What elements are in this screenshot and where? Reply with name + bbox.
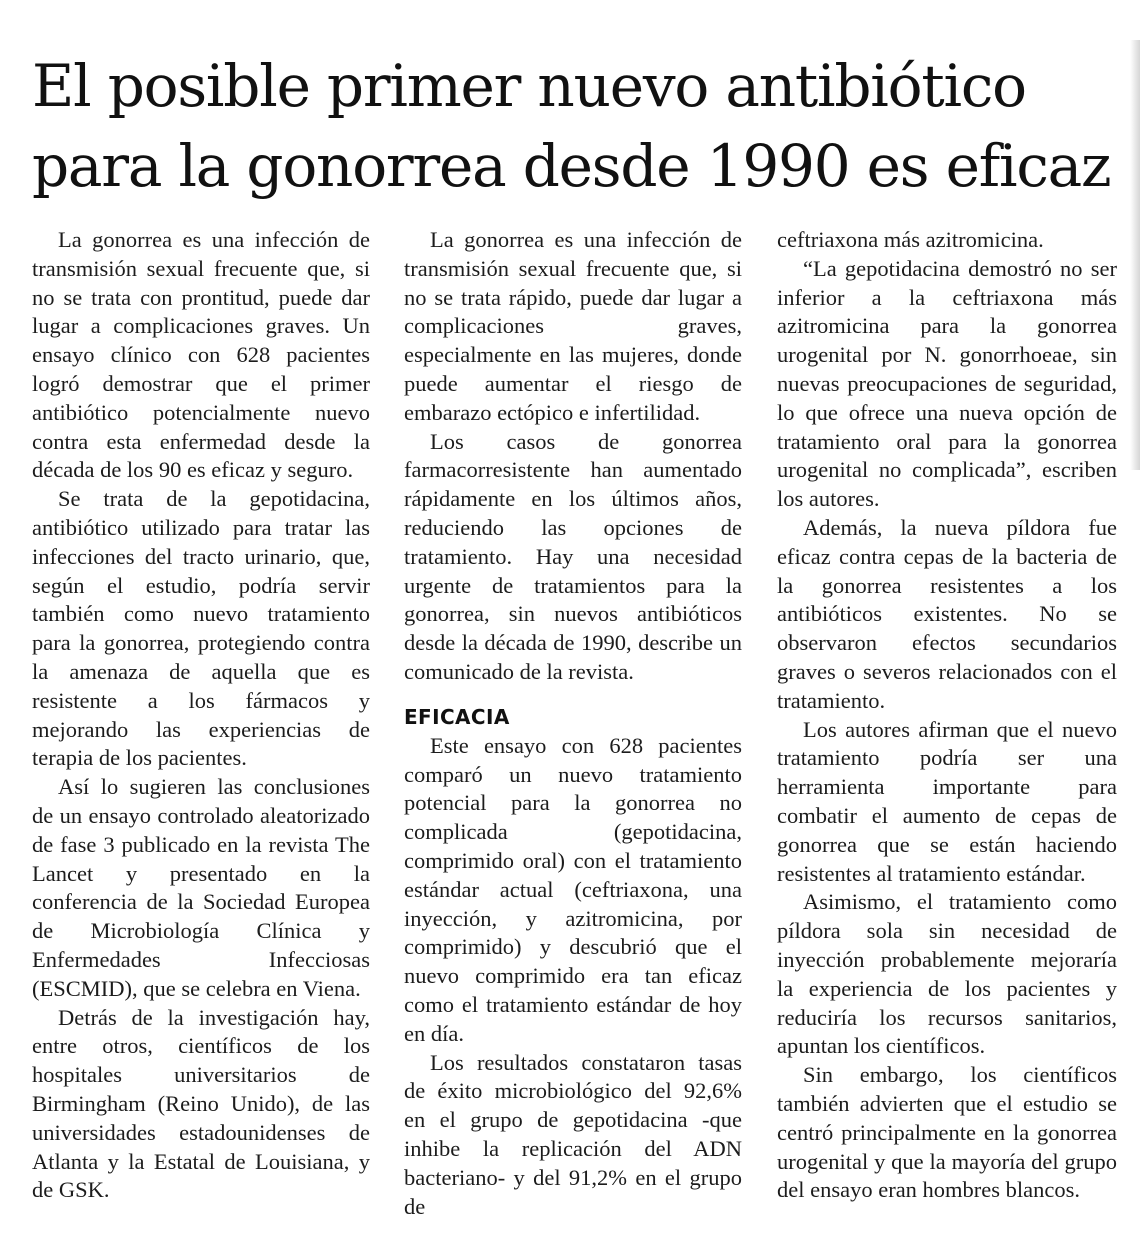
section-subhead: EFICACIA	[404, 704, 510, 729]
headline-line-1: El posible primer nuevo antibiótico	[32, 52, 1026, 120]
paragraph: La gonorrea es una infección de transmisión sexual frecuente que, si no se trata con prontitud, puede dar lugar a complicaciones graves. Un ensayo clínico con 628 pacientes logró demostrar que el primer antibiótico potencialmente nuevo contra esta enfermedad desde la década de los 90 es eficaz y seguro.	[32, 227, 370, 483]
paragraph: Los autores afirman que el nuevo tratamiento podría ser una herramienta importante para combatir el aumento de cepas de gonorrea que se están haciendo resistentes al tratamiento estándar.	[777, 716, 1117, 886]
article-column-2	[404, 226, 742, 1221]
paragraph: Detrás de la investigación hay, entre otros, científicos de los hospitales universitarios de Birmingham (Reino Unido), de las universidades estadounidenses de Atlanta y la Estatal de Louisiana, y de GSK.	[32, 1004, 370, 1203]
paragraph: Así lo sugieren las conclusiones de un ensayo controlado aleatorizado de fase 3 publicado en la revista The Lancet y presentado en la conferencia de la Sociedad Europea de Microbiología Clínica y Enfermedades Infecciosas (ESCMID), que se celebra en Viena.	[32, 774, 370, 1001]
paragraph: La gonorrea es una infección de transmisión sexual frecuente que, si no se trata rápido, puede dar lugar a complicaciones graves, especialmente en las mujeres, donde puede aumentar el riesgo de embarazo ectópico e infertilidad.	[404, 227, 742, 425]
paragraph: “La gepotidacina demostró no ser inferior a la ceftriaxona más azitromicina para la gonorrea urogenital por N. gonorrhoeae, sin nuevas preocupaciones de seguridad, lo que ofrece una nueva opción de tratamiento oral para la gonorrea urogenital no complicada”, escriben los autores.	[777, 255, 1117, 512]
paragraph-continuation: ceftriaxona más azitromicina.	[777, 227, 1044, 252]
article-column-3	[777, 226, 1117, 1205]
paragraph: Los casos de gonorrea farmacorresistente han aumentado rápidamente en los últimos años, reduciendo las opciones de tratamiento. Hay una necesidad urgente de tratamientos para la gonorrea, sin nuevos antibióticos desde la década de 1990, describe un comunicado de la revista.	[404, 428, 742, 684]
page-edge-shadow	[1130, 40, 1140, 470]
article-headline	[32, 46, 1112, 206]
paragraph: Además, la nueva píldora fue eficaz contra cepas de la bacteria de la gonorrea resistentes a los antibióticos existentes. No se observaron efectos secundarios graves o severos relacionados con el tratamiento.	[777, 514, 1117, 713]
paragraph: Sin embargo, los científicos también advierten que el estudio se centró principalmente en la gonorrea urogenital y que la mayoría del grupo del ensayo eran hombres blancos.	[777, 1062, 1117, 1203]
paragraph: Los resultados constataron tasas de éxito microbiológico del 92,6% en el grupo de gepotidacina -que inhibe la replicación del ADN bacteriano- y del 91,2% en el grupo de	[404, 1049, 742, 1219]
article-column-1	[32, 226, 370, 1205]
paragraph: Este ensayo con 628 pacientes comparó un nuevo tratamiento potencial para la gonorrea no complicada (gepotidacina, comprimido oral) con el tratamiento estándar actual (ceftriaxona, una inyección, y azitromicina, por comprimido) y descubrió que el nuevo comprimido era tan eficaz como el tratamiento estándar de hoy en día.	[404, 732, 742, 1046]
headline-line-2: para la gonorrea desde 1990 es eficaz	[32, 132, 1111, 200]
paragraph: Se trata de la gepotidacina, antibiótico utilizado para tratar las infecciones del tracto urinario, que, según el estudio, podría servir también como nuevo tratamiento para la gonorrea, protegiendo contra la amenaza de aquella que es resistente a los fármacos y mejorando las experiencias de terapia de los pacientes.	[32, 486, 370, 771]
paragraph: Asimismo, el tratamiento como píldora sola sin necesidad de inyección probablemente mejoraría la experiencia de los pacientes y reduciría los recursos sanitarios, apuntan los científicos.	[777, 889, 1117, 1059]
